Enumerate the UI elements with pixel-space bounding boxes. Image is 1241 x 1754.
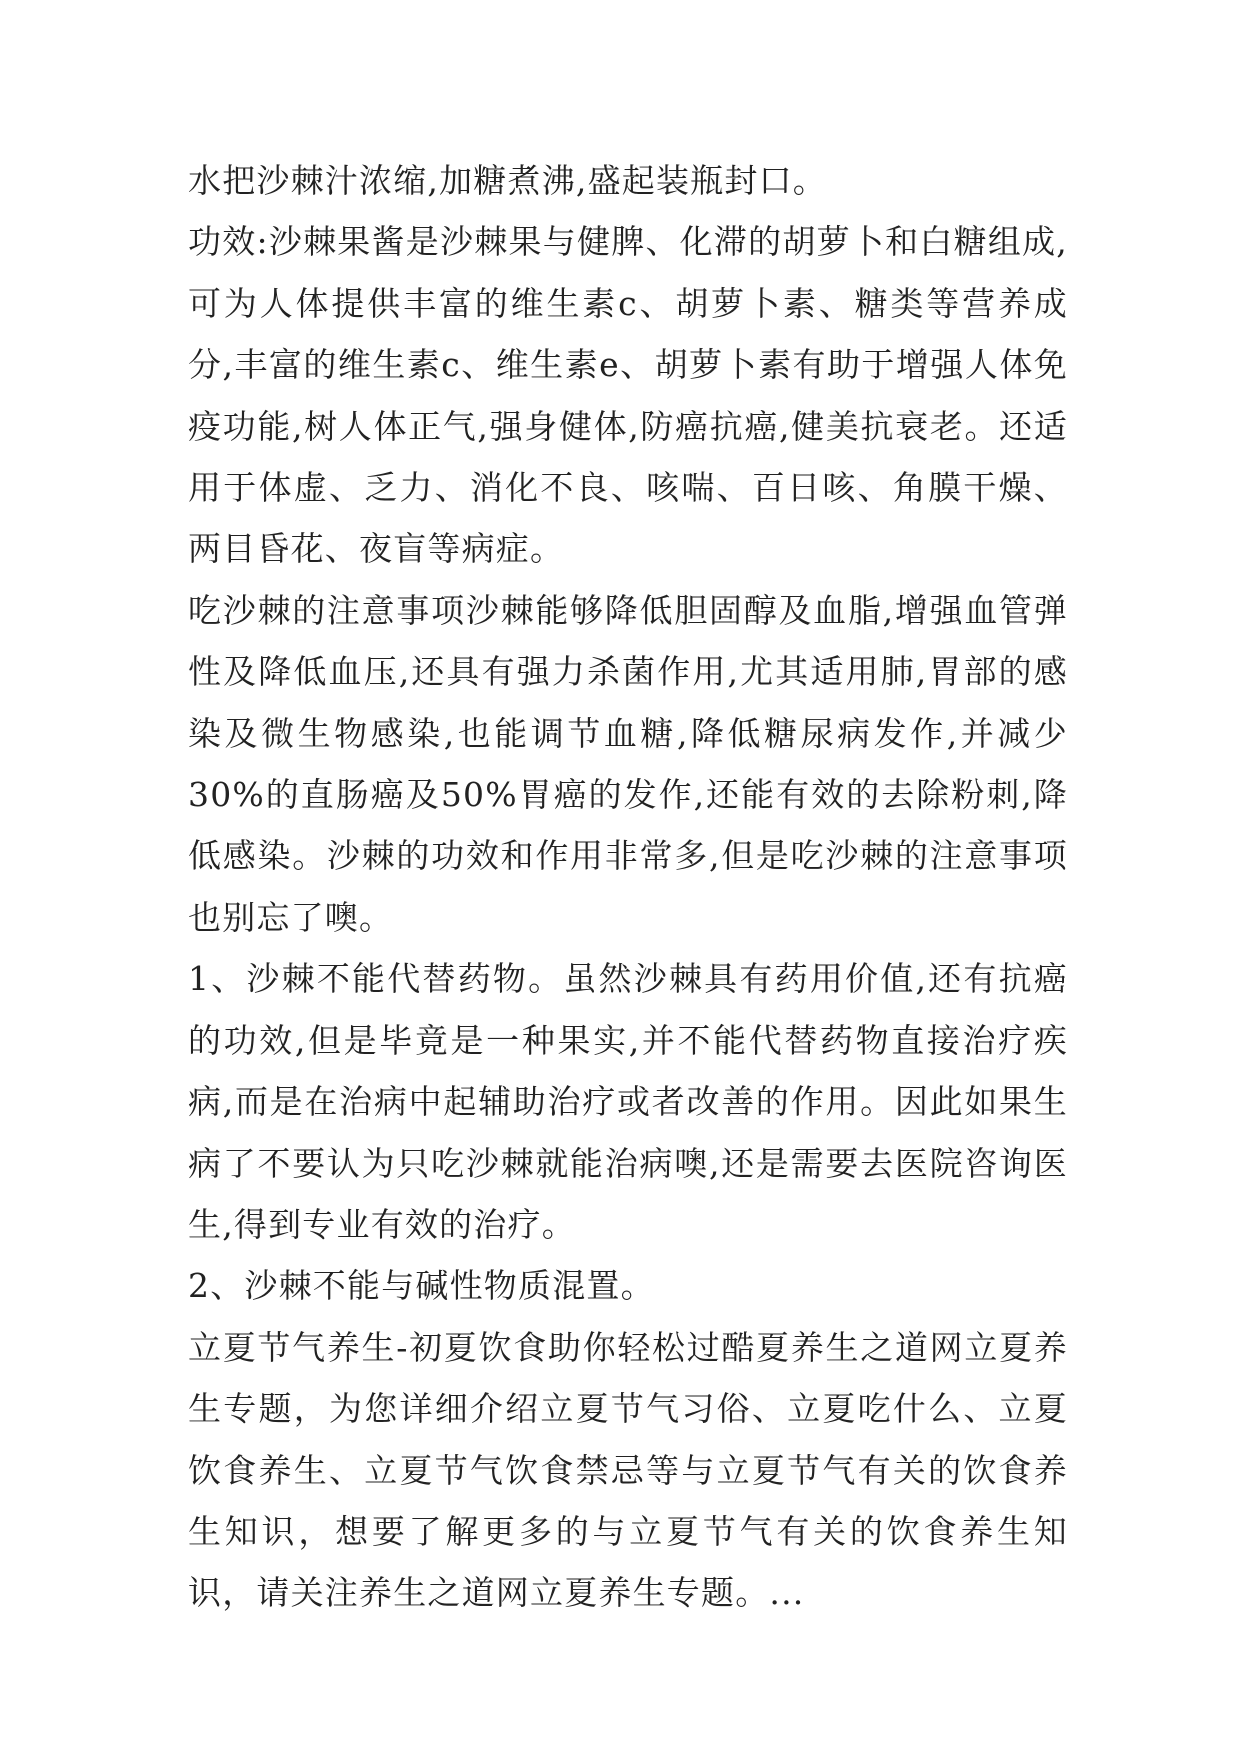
- paragraph-preparation: 水把沙棘汁浓缩,加糖煮沸,盛起装瓶封口。: [188, 161, 827, 200]
- body-text: [188, 150, 1068, 1624]
- paragraph-point-2: 2、沙棘不能与碱性物质混置。: [188, 1266, 655, 1306]
- paragraph-efficacy: 功效:沙棘果酱是沙棘果与健脾、化滞的胡萝卜和白糖组成,可为人体提供丰富的维生素c、胡萝卜素、糖类等营养成分,丰富的维生素c、维生素e、胡萝卜素有助于增强人体免疫功能,树人体正气,强身健体,防癌抗癌,健美抗衰老。还适用于体虚、乏力、消化不良、咳喘、百日咳、角膜干燥、两目昏花、夜盲等病症。: [188, 222, 1068, 569]
- paragraph-point-1: 1、沙棘不能代替药物。虽然沙棘具有药用价值,还有抗癌的功效,但是毕竟是一种果实,并不能代替药物直接治疗疾病,而是在治病中起辅助治疗或者改善的作用。因此如果生病了不要认为只吃沙棘就能治病噢,还是需要去医院咨询医生,得到专业有效的治疗。: [188, 959, 1068, 1244]
- paragraph-summer-health: 立夏节气养生-初夏饮食助你轻松过酷夏养生之道网立夏养生专题，为您详细介绍立夏节气习俗、立夏吃什么、立夏饮食养生、立夏节气饮食禁忌等与立夏节气有关的饮食养生知识，想要了解更多的与立夏节气有关的饮食养生知识，请关注养生之道网立夏养生专题。...: [188, 1327, 1068, 1613]
- paragraph-precautions: 吃沙棘的注意事项沙棘能够降低胆固醇及血脂,增强血管弹性及降低血压,还具有强力杀菌作用,尤其适用肺,胃部的感染及微生物感染,也能调节血糖,降低糖尿病发作,并减少30%的直肠癌及50%胃癌的发作,还能有效的去除粉刺,降低感染。沙棘的功效和作用非常多,但是吃沙棘的注意事项也别忘了噢。: [188, 590, 1068, 937]
